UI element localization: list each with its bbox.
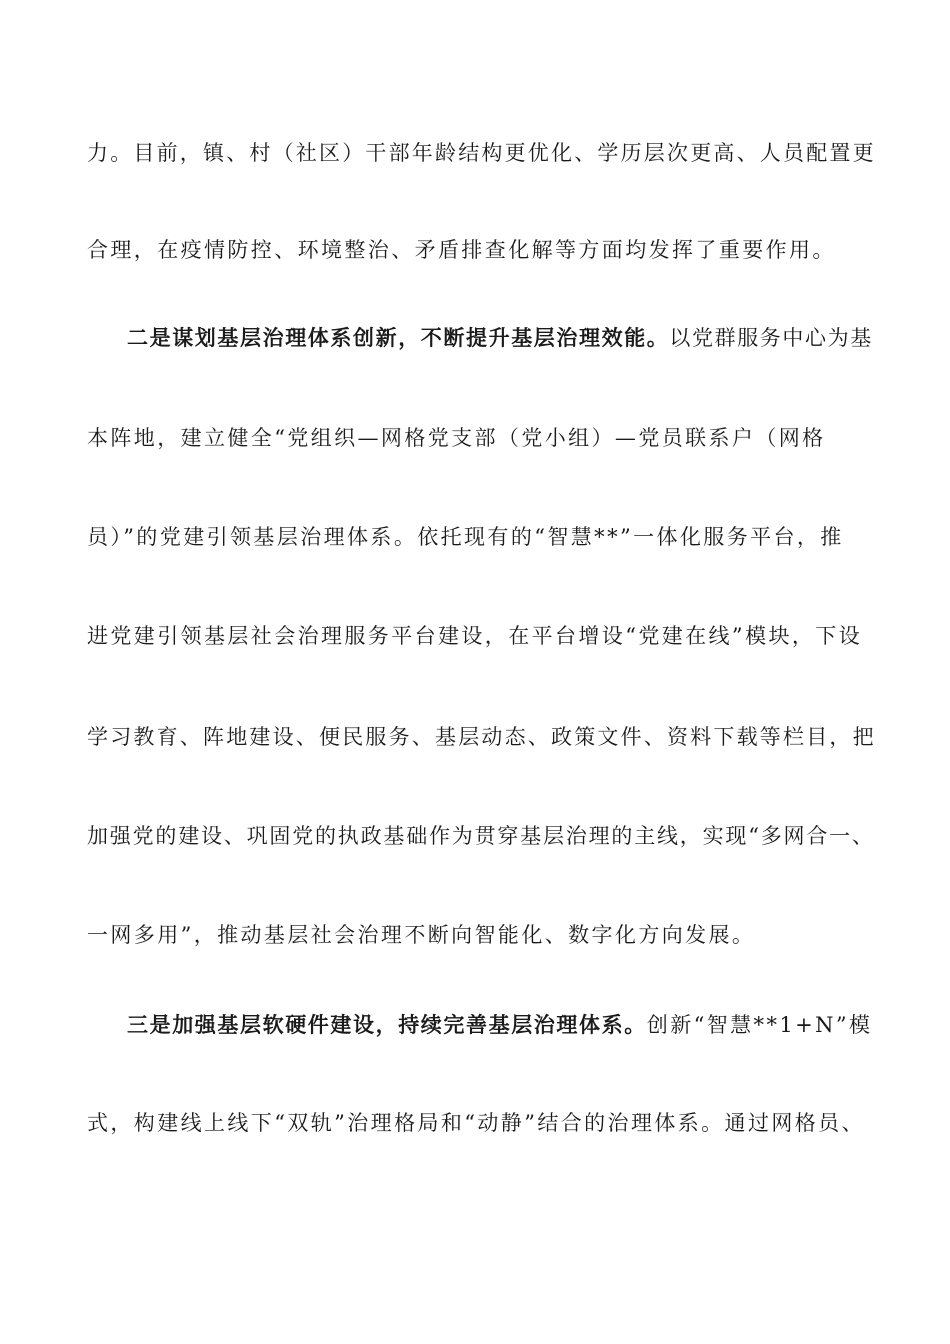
paragraph-line: 力。目前，镇、村（社区）干部年龄结构更优化、学历层次更高、人员配置更 [87,141,876,165]
paragraph-line: 合理，在疫情防控、环境整治、矛盾排查化解等方面均发挥了重要作用。 [87,238,836,262]
paragraph-3-text: 创新“智慧**1+N”模 [646,1013,873,1037]
paragraph-line: 学习教育、阵地建设、便民服务、基层动态、政策文件、资料下载等栏目，把 [87,725,876,749]
paragraph-2-first-line [127,323,877,353]
paragraph-3-first-line [127,1010,877,1040]
paragraph-line: 式，构建线上线下“双轨”治理格局和“动静”结合的治理体系。通过网格员、 [87,1111,865,1135]
paragraph-2-heading: 二是谋划基层治理体系创新，不断提升基层治理效能。 [127,325,670,350]
paragraph-line: 加强党的建设、巩固党的执政基础作为贯穿基层治理的主线，实现“多网合一、 [87,824,875,848]
paragraph-line: 员）”的党建引领基层治理体系。依托现有的“智慧**”一体化服务平台，推 [87,525,844,549]
paragraph-line: 一网多用”，推动基层社会治理不断向智能化、数字化方向发展。 [87,923,756,947]
paragraph-line: 本阵地，建立健全“党组织—网格党支部（党小组）—党员联系户（网格 [87,426,826,450]
paragraph-line: 进党建引领基层社会治理服务平台建设，在平台增设“党建在线”模块，下设 [87,624,863,648]
paragraph-2-text: 以党群服务中心为基 [669,326,873,350]
paragraph-3-heading: 三是加强基层软硬件建设，持续完善基层治理体系。 [127,1012,647,1037]
